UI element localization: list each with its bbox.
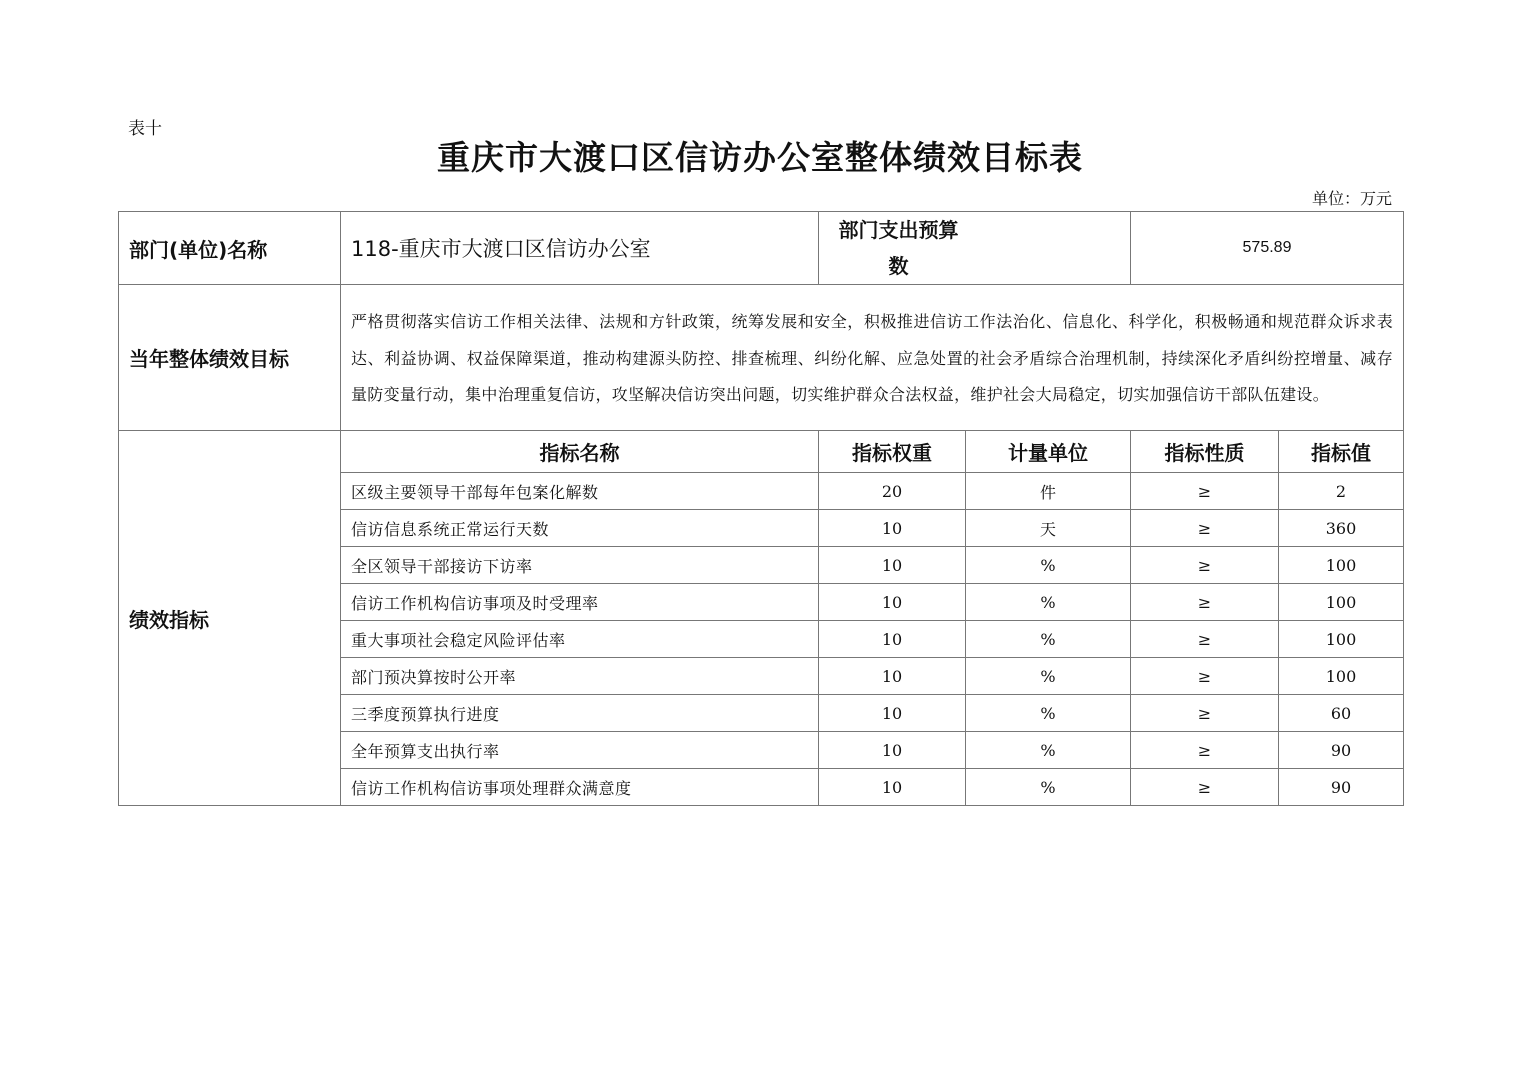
indicator-unit: % <box>966 547 1131 584</box>
indicator-nature: ≥ <box>1131 658 1279 695</box>
indicator-nature: ≥ <box>1131 510 1279 547</box>
goal-text: 严格贯彻落实信访工作相关法律、法规和方针政策，统筹发展和安全，积极推进信访工作法治化、信息化、科学化，积极畅通和规范群众诉求表达、利益协调、权益保障渠道，推动构建源头防控、排查梳理、纠纷化解、应急处置的社会矛盾综合治理机制，持续深化矛盾纠纷控增量、减存量防变量行动，集中治理重复信访，攻坚解决信访突出问题，切实维护群众合法权益，维护社会大局稳定，切实加强信访干部队伍建设。 <box>341 285 1404 431</box>
indicator-name: 区级主要领导干部每年包案化解数 <box>341 473 819 510</box>
indicator-weight: 10 <box>819 658 966 695</box>
indicator-nature: ≥ <box>1131 732 1279 769</box>
goal-label: 当年整体绩效目标 <box>119 285 341 431</box>
budget-value: 575.89 <box>1131 212 1404 285</box>
table-number: 表十 <box>128 119 162 139</box>
indicator-name: 三季度预算执行进度 <box>341 695 819 732</box>
indicator-value: 100 <box>1279 547 1404 584</box>
indicator-unit: % <box>966 621 1131 658</box>
indicator-value: 90 <box>1279 769 1404 806</box>
indicator-unit: 件 <box>966 473 1131 510</box>
page-title: 重庆市大渡口区信访办公室整体绩效目标表 <box>437 138 1083 177</box>
goal-row <box>119 285 1404 431</box>
indicator-value: 2 <box>1279 473 1404 510</box>
indicator-name: 信访工作机构信访事项及时受理率 <box>341 584 819 621</box>
indicator-unit: % <box>966 658 1131 695</box>
indicator-weight: 10 <box>819 584 966 621</box>
indicator-name: 全区领导干部接访下访率 <box>341 547 819 584</box>
indicator-weight: 10 <box>819 510 966 547</box>
indicators-label: 绩效指标 <box>119 431 341 806</box>
unit-note: 单位：万元 <box>1311 189 1392 208</box>
indicator-unit: % <box>966 732 1131 769</box>
indicator-value: 60 <box>1279 695 1404 732</box>
indicator-header-row <box>119 431 1404 473</box>
indicator-value: 100 <box>1279 621 1404 658</box>
indicator-value: 90 <box>1279 732 1404 769</box>
indicator-value: 360 <box>1279 510 1404 547</box>
indicator-nature: ≥ <box>1131 473 1279 510</box>
indicator-nature: ≥ <box>1131 695 1279 732</box>
indicator-name: 信访信息系统正常运行天数 <box>341 510 819 547</box>
indicator-nature: ≥ <box>1131 621 1279 658</box>
indicator-unit: 天 <box>966 510 1131 547</box>
indicator-unit: % <box>966 695 1131 732</box>
dept-row <box>119 212 1404 285</box>
indicator-unit: % <box>966 769 1131 806</box>
indicator-unit: % <box>966 584 1131 621</box>
header-weight: 指标权重 <box>819 431 966 473</box>
indicator-nature: ≥ <box>1131 547 1279 584</box>
indicator-weight: 10 <box>819 547 966 584</box>
indicator-name: 信访工作机构信访事项处理群众满意度 <box>341 769 819 806</box>
indicator-nature: ≥ <box>1131 584 1279 621</box>
indicator-value: 100 <box>1279 584 1404 621</box>
header-unit: 计量单位 <box>966 431 1131 473</box>
indicator-weight: 10 <box>819 621 966 658</box>
indicator-weight: 10 <box>819 732 966 769</box>
indicator-nature: ≥ <box>1131 769 1279 806</box>
indicator-name: 全年预算支出执行率 <box>341 732 819 769</box>
indicator-name: 部门预决算按时公开率 <box>341 658 819 695</box>
indicator-weight: 20 <box>819 473 966 510</box>
indicator-value: 100 <box>1279 658 1404 695</box>
dept-name-value: 118-重庆市大渡口区信访办公室 <box>341 212 819 285</box>
header-nature: 指标性质 <box>1131 431 1279 473</box>
budget-label: 部门支出预算数 <box>819 212 1131 285</box>
indicator-name: 重大事项社会稳定风险评估率 <box>341 621 819 658</box>
indicator-weight: 10 <box>819 695 966 732</box>
indicator-weight: 10 <box>819 769 966 806</box>
performance-table <box>118 211 1404 806</box>
header-value: 指标值 <box>1279 431 1404 473</box>
dept-name-label: 部门(单位)名称 <box>119 212 341 285</box>
header-indicator-name: 指标名称 <box>341 431 819 473</box>
